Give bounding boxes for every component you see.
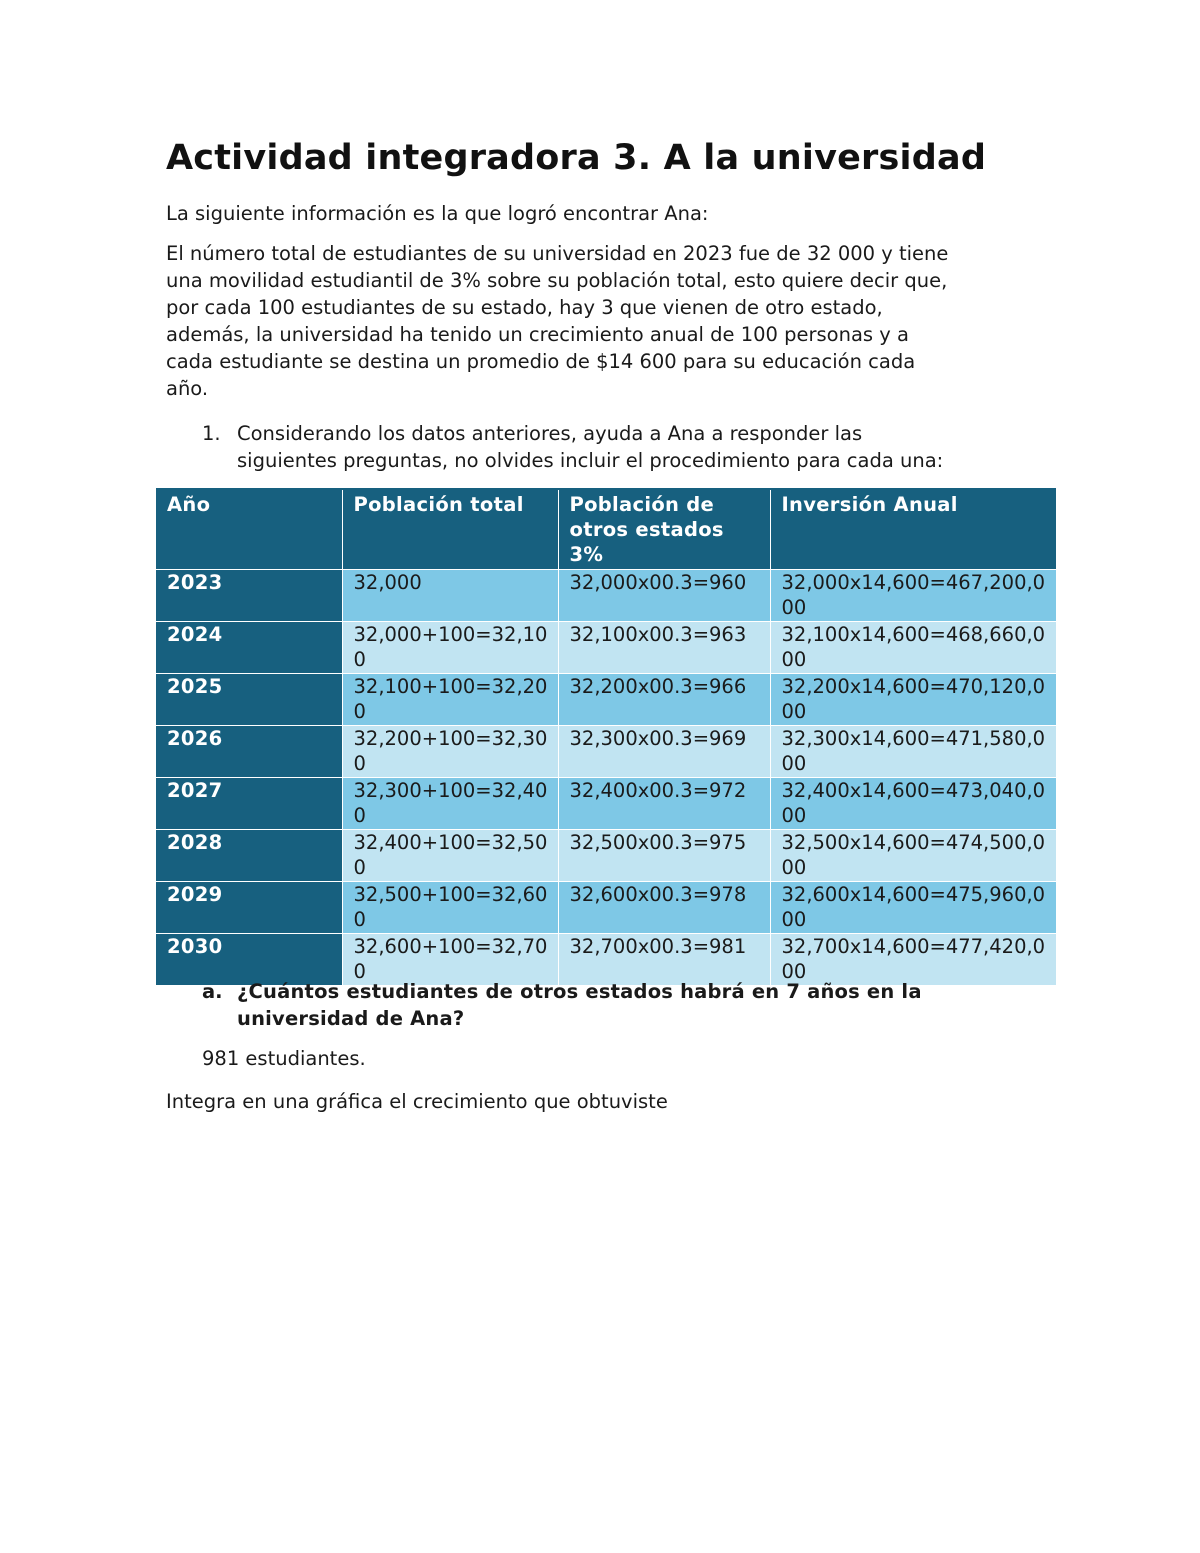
list-item-line: siguientes preguntas, no olvides incluir el procedimiento para cada una: [237, 449, 944, 472]
list-item-line: Considerando los datos anteriores, ayuda a Ana a responder las [237, 422, 863, 445]
table-header-row [156, 489, 1056, 570]
table-row [156, 778, 1056, 830]
table-row [156, 882, 1056, 934]
question-line: ¿Cuántos estudiantes de otros estados habrá en 7 años en la [237, 980, 922, 1003]
table-row [156, 674, 1056, 726]
list-number: 1. [202, 422, 221, 445]
header-annual-investment: Inversión Anual [770, 489, 1056, 570]
cell-other-states: 32,300x00.3=969 [558, 726, 770, 778]
closing-instruction: Integra en una gráfica el crecimiento que obtuviste [166, 1090, 668, 1113]
cell-investment: 32,200x14,600=470,120,000 [770, 674, 1056, 726]
cell-investment: 32,300x14,600=471,580,000 [770, 726, 1056, 778]
paragraph-line: año. [166, 377, 209, 400]
cell-investment: 32,500x14,600=474,500,000 [770, 830, 1056, 882]
cell-total-population: 32,100+100=32,200 [342, 674, 558, 726]
cell-investment: 32,400x14,600=473,040,000 [770, 778, 1056, 830]
cell-other-states: 32,700x00.3=981 [558, 934, 770, 986]
header-other-states-population: Población de otros estados 3% [558, 489, 770, 570]
cell-other-states: 32,400x00.3=972 [558, 778, 770, 830]
data-table [156, 488, 1056, 985]
cell-total-population: 32,000 [342, 570, 558, 622]
question-text [237, 978, 922, 1032]
problem-paragraph [166, 240, 1036, 402]
table-row [156, 622, 1056, 674]
cell-total-population: 32,000+100=32,100 [342, 622, 558, 674]
cell-year: 2024 [156, 622, 342, 674]
page-title: Actividad integradora 3. A la universidad [166, 138, 987, 178]
cell-year: 2028 [156, 830, 342, 882]
question-label: a. [202, 980, 223, 1003]
cell-year: 2030 [156, 934, 342, 986]
cell-other-states: 32,000x00.3=960 [558, 570, 770, 622]
paragraph-line: por cada 100 estudiantes de su estado, hay 3 que vienen de otro estado, [166, 296, 883, 319]
table-row [156, 726, 1056, 778]
table-row [156, 830, 1056, 882]
question-line: universidad de Ana? [237, 1007, 465, 1030]
intro-text: La siguiente información es la que logró encontrar Ana: [166, 202, 709, 225]
cell-total-population: 32,400+100=32,500 [342, 830, 558, 882]
cell-other-states: 32,600x00.3=978 [558, 882, 770, 934]
header-total-population: Población total [342, 489, 558, 570]
cell-total-population: 32,200+100=32,300 [342, 726, 558, 778]
cell-total-population: 32,300+100=32,400 [342, 778, 558, 830]
table-row [156, 570, 1056, 622]
cell-other-states: 32,500x00.3=975 [558, 830, 770, 882]
answer-text: 981 estudiantes. [202, 1047, 366, 1070]
cell-investment: 32,600x14,600=475,960,000 [770, 882, 1056, 934]
cell-investment: 32,700x14,600=477,420,000 [770, 934, 1056, 986]
cell-year: 2027 [156, 778, 342, 830]
cell-other-states: 32,100x00.3=963 [558, 622, 770, 674]
cell-total-population: 32,500+100=32,600 [342, 882, 558, 934]
paragraph-line: El número total de estudiantes de su universidad en 2023 fue de 32 000 y tiene [166, 242, 949, 265]
cell-year: 2025 [156, 674, 342, 726]
cell-investment: 32,100x14,600=468,660,000 [770, 622, 1056, 674]
paragraph-line: además, la universidad ha tenido un crecimiento anual de 100 personas y a [166, 323, 909, 346]
cell-year: 2029 [156, 882, 342, 934]
paragraph-line: cada estudiante se destina un promedio de $14 600 para su educación cada [166, 350, 916, 373]
header-year: Año [156, 489, 342, 570]
cell-year: 2023 [156, 570, 342, 622]
cell-other-states: 32,200x00.3=966 [558, 674, 770, 726]
paragraph-line: una movilidad estudiantil de 3% sobre su población total, esto quiere decir que, [166, 269, 948, 292]
cell-year: 2026 [156, 726, 342, 778]
cell-total-population: 32,600+100=32,700 [342, 934, 558, 986]
list-item-text [237, 420, 943, 474]
cell-investment: 32,000x14,600=467,200,000 [770, 570, 1056, 622]
